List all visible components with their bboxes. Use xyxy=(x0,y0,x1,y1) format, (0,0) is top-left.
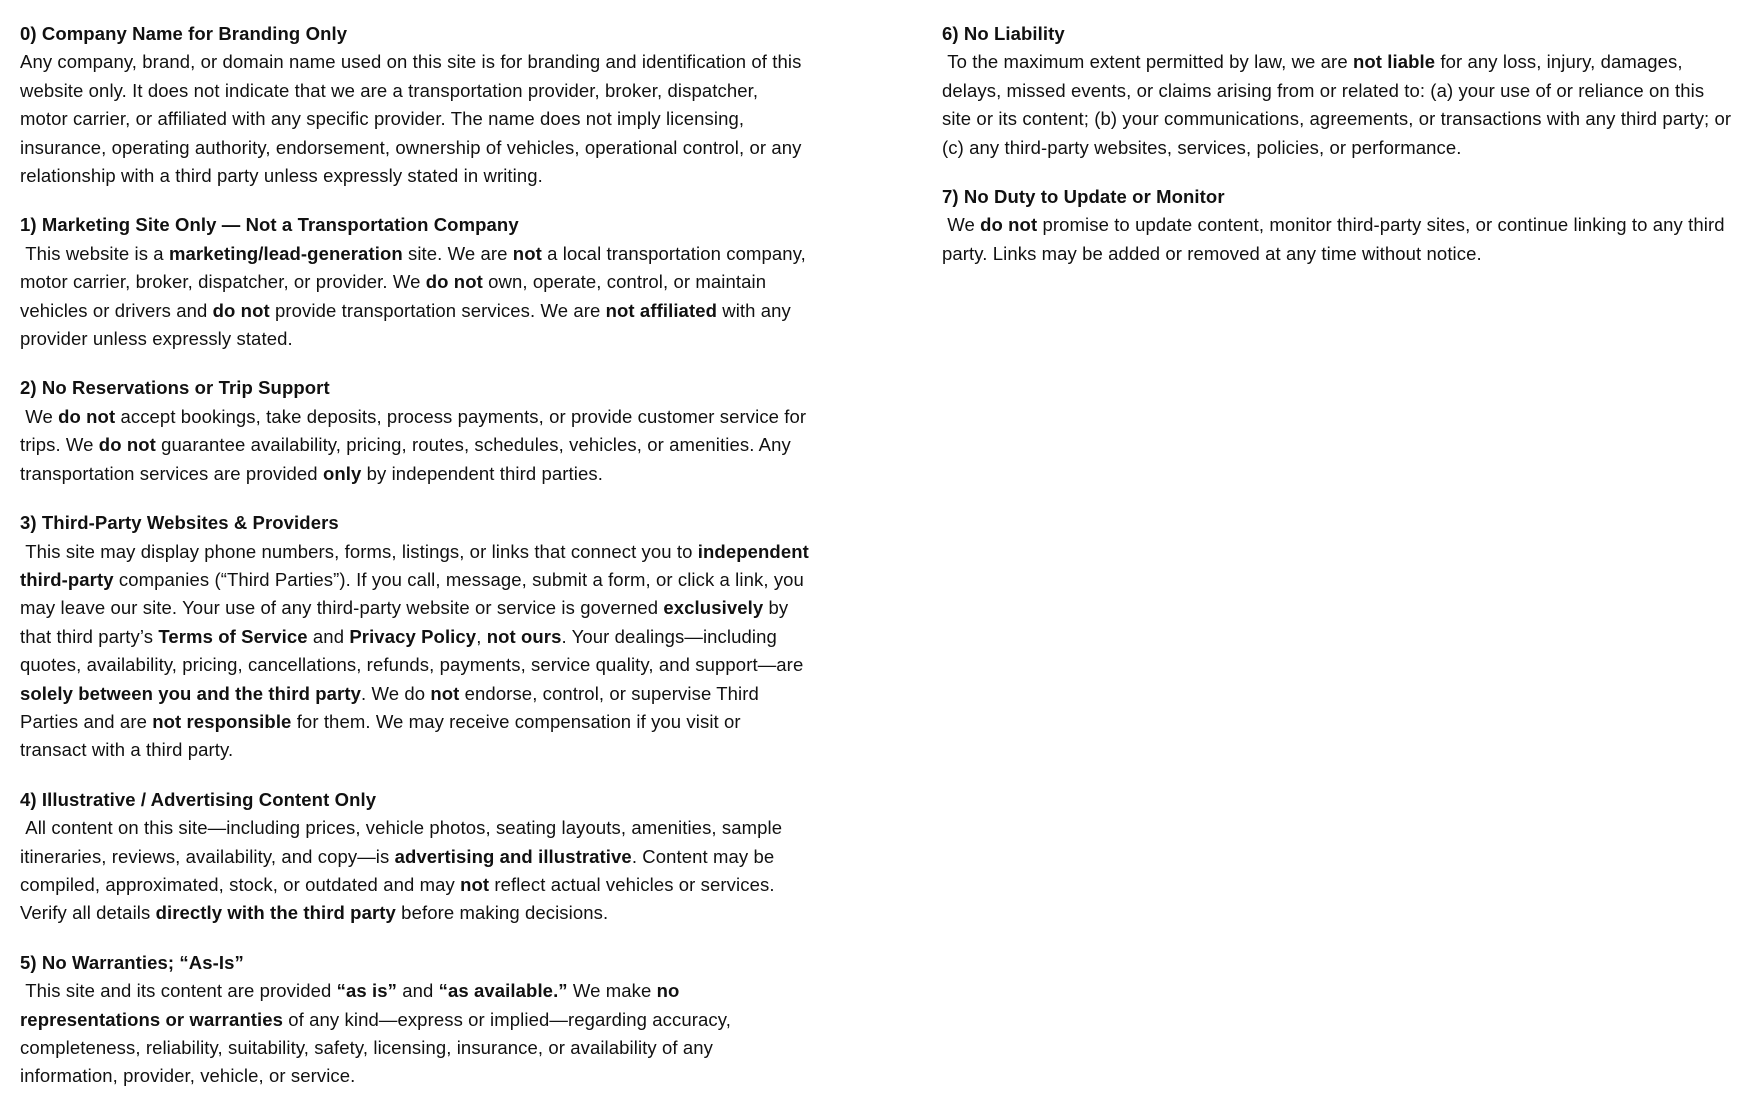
text-run: of any kind—express or implied—regarding accuracy, completeness, reliability, suitability, safety, licensing, insurance, or availability of any information, provider, vehicle, or service. xyxy=(20,1008,737,1087)
text-run: and xyxy=(396,980,439,1002)
bold-text-run: not responsible xyxy=(152,710,292,732)
text-run: by that third party’s xyxy=(20,597,794,647)
section-body xyxy=(942,211,1732,268)
section-body xyxy=(20,977,810,1091)
text-run: for any loss, injury, damages, delays, missed events, or claims arising from or related to: (a) your use of or reliance on this site or its content; (b) your communications, agreements, or transactions with any third party; or (c) any third-party websites, services, policies, or performance. xyxy=(942,51,1737,158)
text-run: provide transportation services. We are xyxy=(269,299,606,321)
section-heading: 2) No Reservations or Trip Support xyxy=(20,377,330,399)
bold-text-run: not liable xyxy=(1352,51,1436,73)
section-heading: 4) Illustrative / Advertising Content Only xyxy=(20,788,377,810)
bold-text-run: do not xyxy=(980,214,1038,236)
bold-text-run: not affiliated xyxy=(605,299,717,321)
text-run: . Content may be compiled, approximated, stock, or outdated and may xyxy=(20,845,780,895)
disclaimer-section-5 xyxy=(20,949,810,1091)
text-run: This site and its content are provided xyxy=(20,980,337,1002)
disclaimer-section-4 xyxy=(20,786,810,928)
text-run: Any company, brand, or domain name used on this site is for branding and identification of this website only. It does not indicate that we are a transportation provider, broker, dispatcher, motor carrier, or affiliated with any specific provider. The name does not imply licensing, insurance, operating authority, endorsement, ownership of vehicles, operational control, or any relationship with a third party unless expressly stated in writing. xyxy=(20,51,807,187)
text-run: guarantee availability, pricing, routes, schedules, vehicles, or amenities. Any transportation services are provided xyxy=(20,434,797,484)
text-run: own, operate, control, or maintain vehicles or drivers and xyxy=(20,271,772,321)
text-run: , xyxy=(476,625,487,647)
section-body xyxy=(20,814,810,928)
text-run: This website is a xyxy=(20,242,169,264)
section-body xyxy=(20,240,810,354)
text-run: All content on this site—including prices, vehicle photos, seating layouts, amenities, sample itineraries, reviews, availability, and copy—is xyxy=(20,817,788,867)
text-run: . Your dealings—including quotes, availability, pricing, cancellations, refunds, payments, service quality, and support—are xyxy=(20,625,809,676)
bold-text-run: not xyxy=(430,682,460,704)
bold-text-run: Privacy Policy xyxy=(349,625,477,647)
bold-text-run: directly with the third party xyxy=(155,902,396,924)
disclaimer-section-1 xyxy=(20,211,810,353)
section-heading: 0) Company Name for Branding Only xyxy=(20,23,348,44)
bold-text-run: only xyxy=(322,462,362,484)
bold-text-run: Terms of Service xyxy=(158,625,308,647)
section-body xyxy=(942,48,1737,162)
text-run: reflect actual vehicles or services. Verify all details xyxy=(20,873,780,924)
text-run: accept bookings, take deposits, process payments, or provide customer service for trips. We xyxy=(20,405,812,456)
section-heading: 1) Marketing Site Only — Not a Transportation Company xyxy=(20,214,519,236)
text-run: by independent third parties. xyxy=(361,462,603,484)
text-run: with any provider unless expressly stated. xyxy=(20,299,797,350)
bold-text-run: marketing/lead-generation xyxy=(168,242,403,264)
disclaimer-section-6 xyxy=(942,20,1737,162)
section-body xyxy=(20,48,810,190)
text-run: This site may display phone numbers, forms, listings, or links that connect you to xyxy=(20,540,698,562)
bold-text-run: exclusively xyxy=(663,597,764,619)
disclaimer-section-7 xyxy=(942,183,1732,268)
section-heading: 7) No Duty to Update or Monitor xyxy=(942,186,1225,208)
text-run: . We do xyxy=(360,682,431,704)
section-heading: 5) No Warranties; “As-Is” xyxy=(20,951,244,973)
text-run: We make xyxy=(567,980,657,1002)
section-body xyxy=(20,403,810,488)
bold-text-run: not xyxy=(460,873,490,895)
section-heading: 6) No Liability xyxy=(942,23,1065,44)
disclaimer-section-0 xyxy=(20,20,810,190)
bold-text-run: do not xyxy=(98,434,156,456)
bold-text-run: not ours xyxy=(486,625,562,647)
bold-text-run: “as available.” xyxy=(438,980,568,1002)
bold-text-run: do not xyxy=(212,299,270,321)
text-run: We xyxy=(20,405,59,427)
disclaimer-section-3 xyxy=(20,509,815,765)
text-run: We xyxy=(942,214,981,236)
text-run: before making decisions. xyxy=(395,902,609,924)
bold-text-run: no representations or warranties xyxy=(20,980,685,1030)
text-run: promise to update content, monitor third-party sites, or continue linking to any third party. Links may be added or removed at any time without notice. xyxy=(942,214,1730,264)
disclaimer-section-2 xyxy=(20,374,810,488)
text-run: companies (“Third Parties”). If you call, message, submit a form, or click a link, you may leave our site. Your use of any third-party website or service is governed xyxy=(20,568,810,619)
text-run: for them. We may receive compensation if you visit or transact with a third party. xyxy=(20,710,746,761)
bold-text-run: do not xyxy=(425,271,483,293)
text-run: and xyxy=(307,625,350,647)
text-run: a local transportation company, motor carrier, broker, dispatcher, or provider. We xyxy=(20,242,812,293)
section-heading: 3) Third-Party Websites & Providers xyxy=(20,512,339,534)
bold-text-run: solely between you and the third party xyxy=(20,682,361,704)
bold-text-run: independent third-party xyxy=(20,540,815,590)
section-body xyxy=(20,538,815,765)
bold-text-run: do not xyxy=(58,405,116,427)
bold-text-run: “as is” xyxy=(336,980,397,1002)
text-run: To the maximum extent permitted by law, we are xyxy=(942,51,1353,73)
text-run: endorse, control, or supervise Third Parties and are xyxy=(20,682,765,732)
text-run: site. We are xyxy=(402,242,513,264)
bold-text-run: not xyxy=(512,242,542,264)
bold-text-run: advertising and illustrative xyxy=(394,845,632,867)
